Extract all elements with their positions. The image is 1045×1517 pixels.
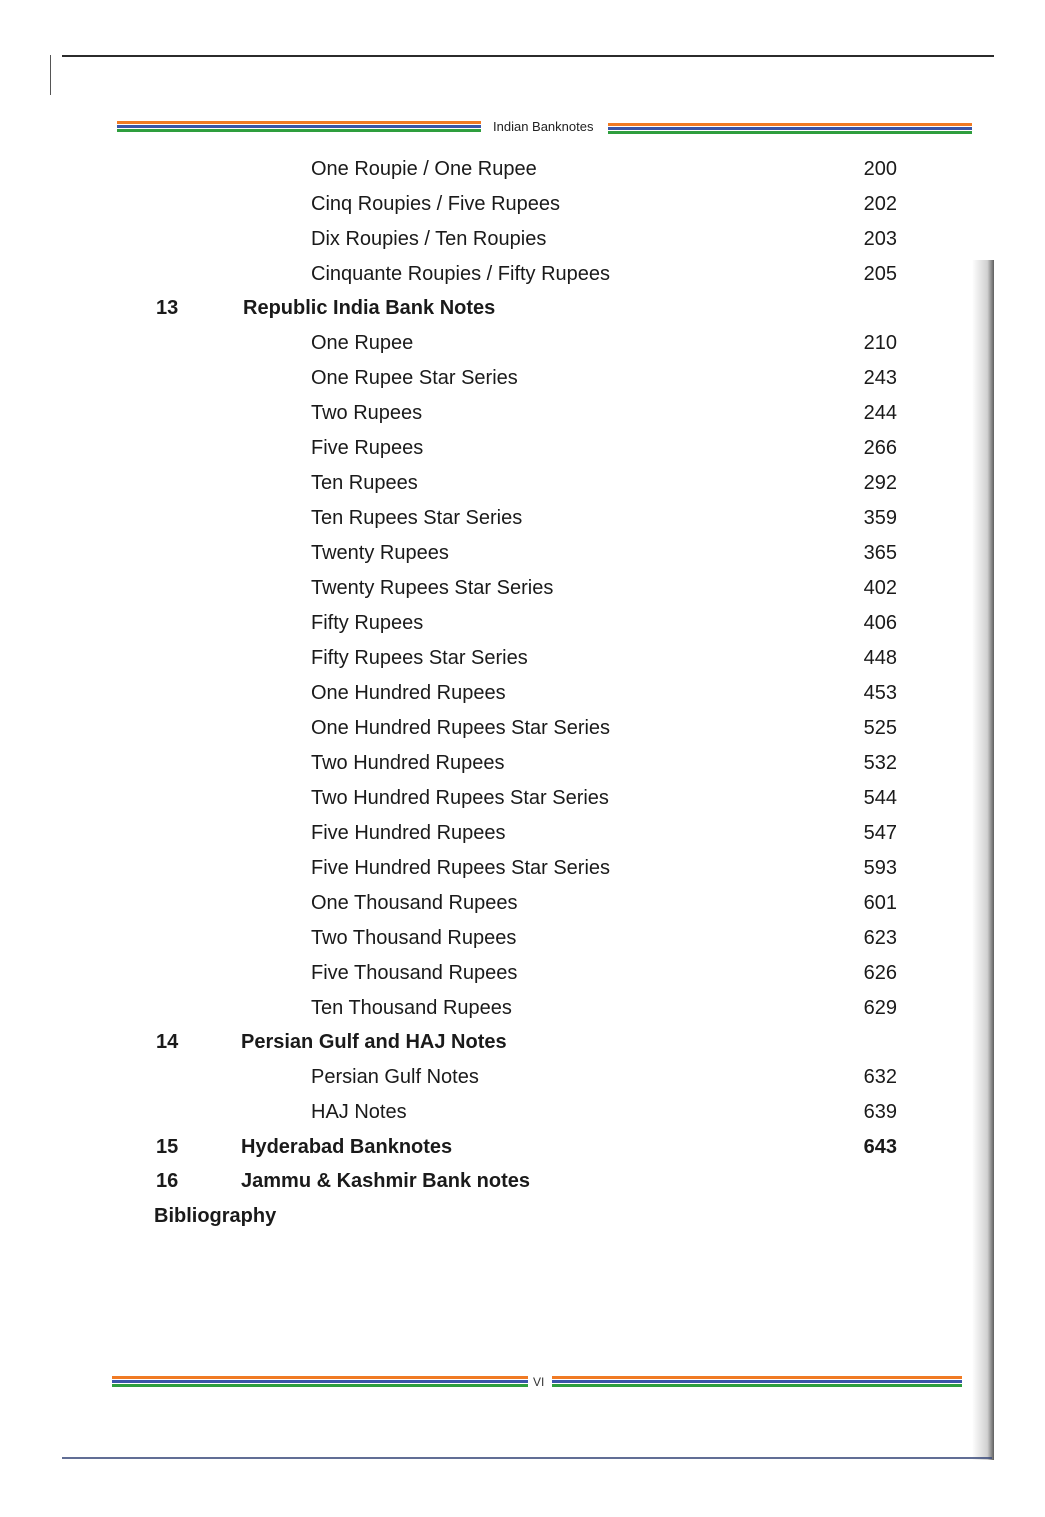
toc-entry [0,228,1045,258]
toc-entry-page: 200 [863,158,897,180]
chapter-number: 16 [156,1170,179,1192]
scan-edge-bottom [62,1457,992,1459]
toc-chapter-15 [0,1136,1045,1166]
toc-entry [0,997,1045,1027]
toc-chapter-14 [0,1031,1045,1061]
toc-entry-label: Twenty Rupees [311,542,449,564]
toc-chapter-13 [0,297,1045,327]
chapter-title: Hyderabad Banknotes [241,1136,453,1158]
bibliography-title: Bibliography [154,1205,277,1227]
toc-entry-page: 365 [863,542,897,564]
toc-entry-label: One Hundred Rupees [311,682,506,704]
toc-entry-page: 243 [863,367,897,389]
toc-entry-page: 623 [863,927,897,949]
toc-entry-label: Ten Rupees Star Series [311,507,523,529]
toc-entry-label: Twenty Rupees Star Series [311,577,554,599]
toc-entry-page: 244 [863,402,897,424]
toc-entry-page: 601 [863,892,897,914]
toc-entry-page: 532 [863,752,897,774]
toc-entry-label: Two Thousand Rupees [311,927,517,949]
toc-entry [0,962,1045,992]
toc-entry-label: Cinq Roupies / Five Rupees [311,193,561,215]
toc-entry-page: 292 [863,472,897,494]
toc-entry [0,682,1045,712]
toc-entry-label: Dix Roupies / Ten Roupies [311,228,547,250]
toc-entry [0,1066,1045,1096]
toc-bibliography [0,1205,1045,1235]
toc-entry-page: 629 [863,997,897,1019]
toc-entry [0,367,1045,397]
toc-entry-page: 406 [863,612,897,634]
toc-entry [0,787,1045,817]
scan-edge-left [50,55,51,95]
toc-entry-page: 266 [863,437,897,459]
chapter-number: 14 [156,1031,179,1053]
toc-entry [0,647,1045,677]
toc-entry [0,158,1045,188]
toc-chapter-16 [0,1170,1045,1200]
toc-entry [0,822,1045,852]
toc-entry-label: One Thousand Rupees [311,892,518,914]
toc-entry-label: Ten Thousand Rupees [311,997,512,1019]
toc-entry [0,857,1045,887]
chapter-title: Jammu & Kashmir Bank notes [241,1170,530,1192]
toc-entry [0,1101,1045,1131]
toc-entry-page: 448 [863,647,897,669]
toc-entry-page: 402 [863,577,897,599]
toc-entry [0,927,1045,957]
running-header-title: Indian Banknotes [493,119,594,134]
toc-entry-label: Fifty Rupees Star Series [311,647,528,669]
toc-entry-page: 202 [863,193,897,215]
toc-entry-label: Fifty Rupees [311,612,424,634]
chapter-title: Persian Gulf and HAJ Notes [241,1031,507,1053]
page-number: VI [533,1375,545,1389]
header-tricolor-right [608,123,972,135]
toc-entry-label: Two Rupees [311,402,423,424]
toc-entry-label: Five Thousand Rupees [311,962,518,984]
toc-entry [0,507,1045,537]
toc-entry [0,437,1045,467]
chapter-page: 643 [863,1136,897,1158]
chapter-number: 15 [156,1136,179,1158]
toc-entry-page: 593 [863,857,897,879]
header-tricolor-left [117,121,481,133]
toc-entry [0,332,1045,362]
toc-entry-label: Five Hundred Rupees Star Series [311,857,611,879]
toc-entry [0,892,1045,922]
scan-edge-top [62,55,994,57]
toc-entry-label: Persian Gulf Notes [311,1066,479,1088]
toc-entry [0,542,1045,572]
toc-entry [0,752,1045,782]
toc-entry [0,612,1045,642]
chapter-title: Republic India Bank Notes [243,297,496,319]
toc-entry-page: 359 [863,507,897,529]
toc-entry-label: One Hundred Rupees Star Series [311,717,611,739]
footer-tricolor-right [552,1376,962,1388]
toc-entry-label: Ten Rupees [311,472,418,494]
toc-entry-label: Two Hundred Rupees [311,752,505,774]
toc-entry [0,263,1045,293]
toc-entry-label: One Rupee [311,332,414,354]
toc-entry-page: 547 [863,822,897,844]
toc-entry-label: HAJ Notes [311,1101,407,1123]
toc-entry-page: 205 [863,263,897,285]
footer-tricolor-left [112,1376,528,1388]
toc-entry-label: Five Rupees [311,437,424,459]
toc-entry-page: 525 [863,717,897,739]
toc-entry-label: One Roupie / One Rupee [311,158,537,180]
toc-entry-page: 632 [863,1066,897,1088]
toc-entry [0,717,1045,747]
toc-entry-page: 453 [863,682,897,704]
toc-entry-label: One Rupee Star Series [311,367,518,389]
toc-entry [0,402,1045,432]
chapter-number: 13 [156,297,179,319]
toc-entry-page: 203 [863,228,897,250]
toc-entry-page: 544 [863,787,897,809]
toc-entry-page: 210 [863,332,897,354]
toc-entry [0,193,1045,223]
toc-entry-label: Two Hundred Rupees Star Series [311,787,609,809]
toc-entry-page: 639 [863,1101,897,1123]
toc-entry-label: Cinquante Roupies / Fifty Rupees [311,263,611,285]
toc-entry-label: Five Hundred Rupees [311,822,506,844]
toc-entry [0,577,1045,607]
toc-entry [0,472,1045,502]
toc-entry-page: 626 [863,962,897,984]
